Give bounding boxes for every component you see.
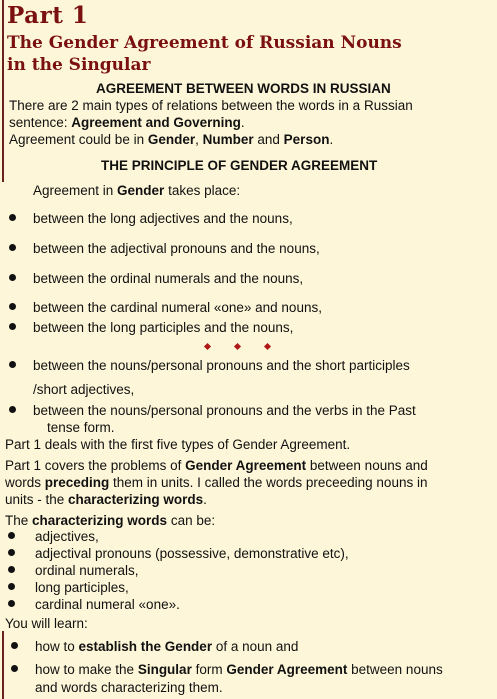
- paragraph-line: Part 1 deals with the first five types of Gender Agreement.: [5, 437, 351, 452]
- list-item: between the long participles and the nouns,: [33, 320, 294, 335]
- paragraph-line: The characterizing words can be:: [5, 513, 216, 528]
- list-item: ordinal numerals,: [35, 563, 139, 578]
- paragraph-line: Agreement in Gender takes place:: [33, 183, 241, 198]
- diamond-separator-icon: [205, 343, 275, 351]
- bullet-icon: [8, 532, 15, 539]
- list-item: adjectival pronouns (possessive, demonstrative etc),: [35, 546, 349, 561]
- section-heading-agreement: AGREEMENT BETWEEN WORDS IN RUSSIAN: [96, 81, 391, 96]
- bullet-icon: [8, 549, 15, 556]
- bullet-icon: [8, 600, 15, 607]
- bullet-icon: [11, 642, 18, 649]
- bullet-icon: [11, 665, 18, 672]
- list-item: between the nouns/personal pronouns and the short participles: [33, 358, 410, 373]
- bullet-icon: [9, 361, 16, 368]
- list-item: long participles,: [35, 580, 129, 595]
- list-item: between the ordinal numerals and the nouns,: [33, 271, 304, 286]
- bullet-icon: [9, 214, 16, 221]
- list-item-continuation: tense form.: [47, 420, 115, 435]
- list-item: adjectives,: [35, 529, 99, 544]
- bullet-icon: [9, 303, 16, 310]
- paragraph-line: Agreement could be in Gender, Number and Person.: [9, 132, 334, 147]
- list-item: how to make the Singular form Gender Agreement between nouns: [35, 662, 443, 677]
- list-item: between the cardinal numeral «one» and nouns,: [33, 300, 322, 315]
- list-item: how to establish the Gender of a noun and: [35, 639, 299, 654]
- list-item-continuation: and words characterizing them.: [35, 680, 223, 695]
- paragraph-line: You will learn:: [5, 616, 88, 631]
- paragraph-line: words preceding them in units. I called the words preceeding nouns in: [5, 475, 428, 490]
- bullet-icon: [9, 244, 16, 251]
- paragraph-line: units - the characterizing words.: [5, 492, 207, 507]
- paragraph-line: There are 2 main types of relations between the words in a Russian: [9, 98, 413, 113]
- list-item-continuation: /short adjectives,: [33, 382, 135, 397]
- bullet-icon: [9, 323, 16, 330]
- paragraph-line: sentence: Agreement and Governing.: [9, 115, 245, 130]
- list-item: cardinal numeral «one».: [35, 597, 180, 612]
- bullet-icon: [8, 583, 15, 590]
- bullet-icon: [8, 566, 15, 573]
- document-title-line1: The Gender Agreement of Russian Nouns: [7, 33, 402, 53]
- paragraph-line: Part 1 covers the problems of Gender Agreement between nouns and: [5, 458, 428, 473]
- document-title-line2: in the Singular: [7, 55, 151, 75]
- left-margin-rule: [2, 0, 4, 182]
- section-heading-principle: THE PRINCIPLE OF GENDER AGREEMENT: [101, 158, 378, 173]
- bullet-icon: [9, 274, 16, 281]
- bullet-icon: [9, 406, 16, 413]
- list-item: between the adjectival pronouns and the nouns,: [33, 241, 320, 256]
- list-item: between the long adjectives and the nouns,: [33, 211, 293, 226]
- list-item: between the nouns/personal pronouns and the verbs in the Past: [33, 403, 416, 418]
- left-margin-rule-bottom: [2, 631, 4, 699]
- part-title: Part 1: [7, 2, 89, 29]
